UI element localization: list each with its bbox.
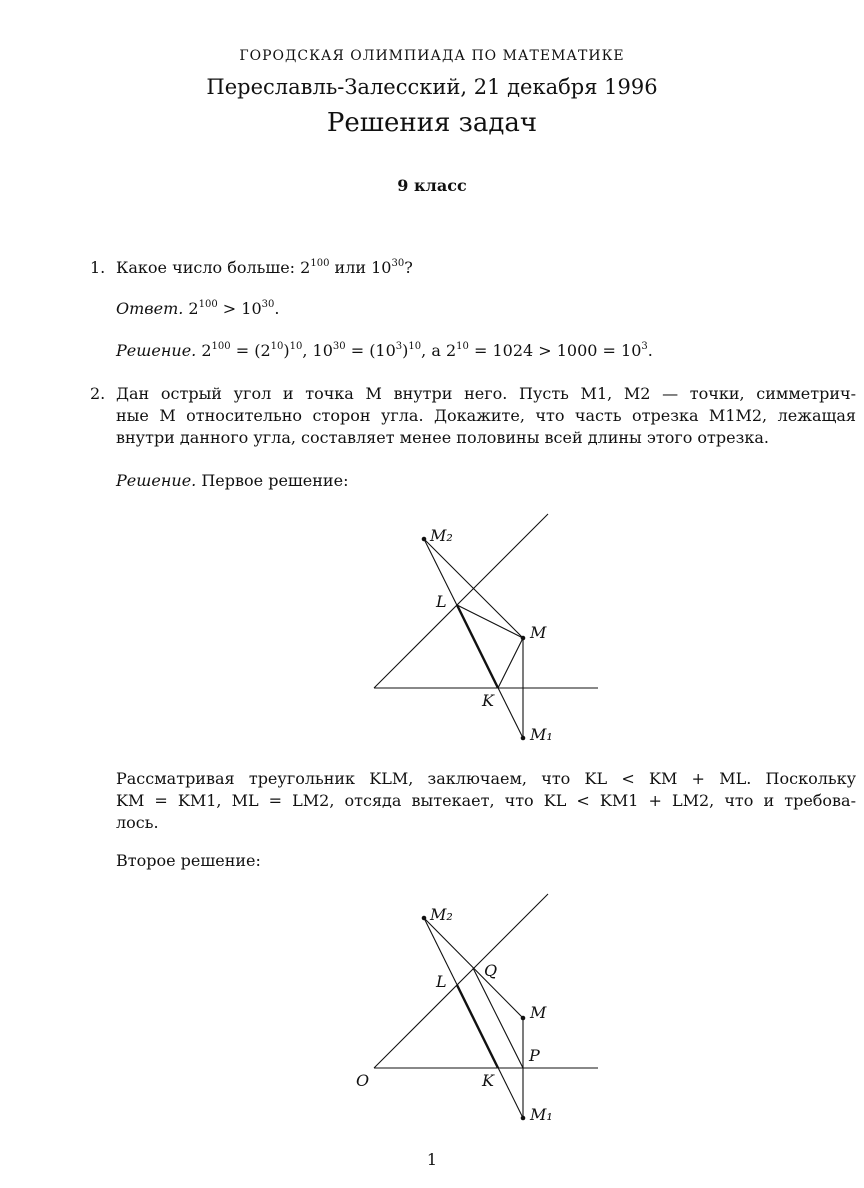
first-solution-line-2: KM = KM1, ML = LM2, отсяда вытекает, что KL < KM1 + LM2, что и требова- (116, 791, 856, 810)
fig1-label-m1: M₁ (530, 725, 553, 744)
problem-1-number: 1. (90, 258, 106, 277)
fig2-label-p: P (529, 1046, 540, 1065)
first-solution-line-1: Рассматривая треугольник KLM, заключаем, что KL < KM + ML. Поскольку (116, 769, 856, 788)
problem-1-solution: Решение. $2^{100} = (2^{10})^{10}$, $10^{30} = (10^3)^{10}$, а $2^{10} = 1024 > 1000 = 10^3$. (116, 341, 653, 360)
solution-label: Решение. (116, 341, 197, 360)
fig1-label-m: M (530, 623, 547, 642)
problem-2-line-3: внутри данного угла, составляет менее половины всей длины этого отрезка. (116, 428, 769, 447)
fig1-label-k: K (482, 691, 494, 710)
problem-2-line-1: Дан острый угол и точка M внутри него. Пусть M1, M2 — точки, симметрич- (116, 384, 856, 403)
fig2-label-k: K (482, 1071, 494, 1090)
first-solution-label: Первое решение: (196, 471, 349, 490)
problem-1-question-text: Какое число больше: (116, 258, 301, 277)
grade-heading: 9 класс (397, 176, 467, 195)
fig2-point-m2 (422, 916, 427, 921)
answer-label: Ответ. (116, 299, 184, 318)
fig2-point-m1 (521, 1116, 526, 1121)
solution-label-2: Решение. (116, 471, 197, 490)
fig2-side-inclined (374, 894, 548, 1068)
fig2-segment-qp (473, 968, 523, 1068)
fig1-point-m2 (422, 537, 427, 542)
page-number: 1 (426, 1150, 438, 1169)
fig2-label-o: O (356, 1071, 370, 1090)
problem-1-answer: Ответ. $2^{100} > 10^{30}$. (116, 299, 280, 318)
fig2-label-m: M (530, 1003, 547, 1022)
document-title: Решения задач (326, 108, 538, 138)
fig1-side-inclined (374, 514, 548, 688)
fig2-label-q: Q (484, 961, 498, 980)
problem-2-line-2: ные M относительно сторон угла. Докажите, что часть отрезка M1M2, лежащая (116, 406, 856, 425)
second-solution-label: Второе решение: (116, 851, 261, 870)
fig2-label-m2: M₂ (430, 905, 453, 924)
fig1-segment-lm (457, 605, 523, 638)
fig1-label-m2: M₂ (430, 526, 453, 545)
problem-2-number: 2. (90, 384, 106, 403)
first-solution-line-3: лось. (116, 813, 159, 832)
olympiad-title: ГОРОДСКАЯ ОЛИМПИАДА ПО МАТЕМАТИКЕ (239, 48, 625, 64)
fig1-segment-km (498, 638, 523, 688)
first-solution-text (116, 768, 856, 834)
fig1-segment-kl (457, 605, 498, 688)
problem-1-question: Какое число больше: $2^{100}$ или $10^{30}$? (116, 258, 413, 277)
fig2-segment-kl (457, 985, 498, 1068)
fig2-label-l: L (436, 972, 447, 991)
place-date: Переславль-Залесский, 21 декабря 1996 (206, 75, 658, 99)
fig2-point-m (521, 1016, 526, 1021)
fig1-point-m (521, 636, 526, 641)
fig1-point-m1 (521, 736, 526, 741)
fig1-label-l: L (436, 592, 447, 611)
fig2-label-m1: M₁ (530, 1105, 553, 1124)
